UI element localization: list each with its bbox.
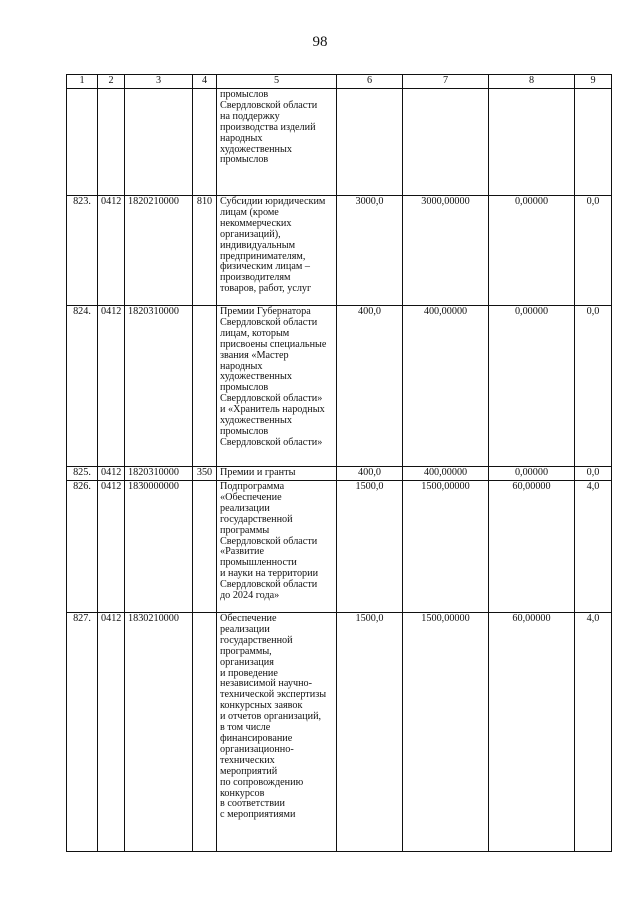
section-code-cell: 0412 (98, 196, 125, 306)
row-number-cell (67, 89, 98, 196)
target-article-cell (125, 89, 193, 196)
column-header: 3 (125, 75, 193, 89)
expense-type-cell: 810 (193, 196, 217, 306)
percent-cell: 4,0 (575, 613, 612, 852)
column-header: 4 (193, 75, 217, 89)
amount-cell: 1500,0 (337, 481, 403, 613)
table-row (67, 89, 612, 196)
amount-cell: 400,00000 (403, 306, 489, 467)
item-name-cell: Обеспечение реализации государственной программы, организация и проведение независимой научно- технической экспертизы конкурсных заявок и отчетов организаций, в том числе финансирование организационно- технических мероприятий по сопровождению конкурсов в соответствии с мероприятиями (217, 613, 337, 852)
column-header: 5 (217, 75, 337, 89)
amount-cell: 400,0 (337, 467, 403, 481)
item-name-cell: Премии и гранты (217, 467, 337, 481)
percent-cell: 0,0 (575, 196, 612, 306)
amount-cell (489, 89, 575, 196)
table-row (67, 306, 612, 467)
expense-type-cell (193, 89, 217, 196)
item-name-cell: Подпрограмма «Обеспечение реализации государственной программы Свердловской области «Развитие промышленности и науки на территории Свердловской области до 2024 года» (217, 481, 337, 613)
amount-cell: 400,00000 (403, 467, 489, 481)
amount-cell: 1500,0 (337, 613, 403, 852)
expense-type-cell (193, 481, 217, 613)
expense-type-cell: 350 (193, 467, 217, 481)
target-article-cell: 1830210000 (125, 613, 193, 852)
table-row (67, 196, 612, 306)
percent-cell: 4,0 (575, 481, 612, 613)
column-header: 7 (403, 75, 489, 89)
table-body (67, 89, 612, 852)
row-number-cell: 827. (67, 613, 98, 852)
target-article-cell: 1820310000 (125, 467, 193, 481)
amount-cell: 60,00000 (489, 613, 575, 852)
page-number: 98 (312, 34, 328, 50)
amount-cell: 3000,0 (337, 196, 403, 306)
row-number-cell: 825. (67, 467, 98, 481)
amount-cell: 0,00000 (489, 467, 575, 481)
expense-type-cell (193, 613, 217, 852)
item-name-cell: промыслов Свердловской области на поддержку производства изделий народных художественных промыслов (217, 89, 337, 196)
amount-cell (337, 89, 403, 196)
table-row (67, 481, 612, 613)
row-number-cell: 823. (67, 196, 98, 306)
target-article-cell: 1820210000 (125, 196, 193, 306)
target-article-cell: 1820310000 (125, 306, 193, 467)
item-name-cell: Премии Губернатора Свердловской области лицам, которым присвоены специальные звания «Мастер народных художественных промыслов Свердловской области» и «Хранитель народных художественных промыслов Свердловской области» (217, 306, 337, 467)
column-header: 1 (67, 75, 98, 89)
amount-cell: 0,00000 (489, 196, 575, 306)
amount-cell: 1500,00000 (403, 481, 489, 613)
percent-cell (575, 89, 612, 196)
column-header: 2 (98, 75, 125, 89)
section-code-cell: 0412 (98, 306, 125, 467)
table-row (67, 613, 612, 852)
amount-cell: 1500,00000 (403, 613, 489, 852)
row-number-cell: 824. (67, 306, 98, 467)
section-code-cell: 0412 (98, 467, 125, 481)
item-name-cell: Субсидии юридическим лицам (кроме некоммерческих организаций), индивидуальным предпринимателям, физическим лицам – производителям товаров, работ, услуг (217, 196, 337, 306)
amount-cell: 3000,00000 (403, 196, 489, 306)
table-header-row (67, 75, 612, 89)
amount-cell (403, 89, 489, 196)
expense-type-cell (193, 306, 217, 467)
section-code-cell (98, 89, 125, 196)
percent-cell: 0,0 (575, 467, 612, 481)
column-header: 9 (575, 75, 612, 89)
section-code-cell: 0412 (98, 481, 125, 613)
row-number-cell: 826. (67, 481, 98, 613)
budget-table (66, 74, 612, 852)
column-header: 6 (337, 75, 403, 89)
column-header: 8 (489, 75, 575, 89)
section-code-cell: 0412 (98, 613, 125, 852)
percent-cell: 0,0 (575, 306, 612, 467)
amount-cell: 60,00000 (489, 481, 575, 613)
amount-cell: 400,0 (337, 306, 403, 467)
table-row (67, 467, 612, 481)
target-article-cell: 1830000000 (125, 481, 193, 613)
amount-cell: 0,00000 (489, 306, 575, 467)
